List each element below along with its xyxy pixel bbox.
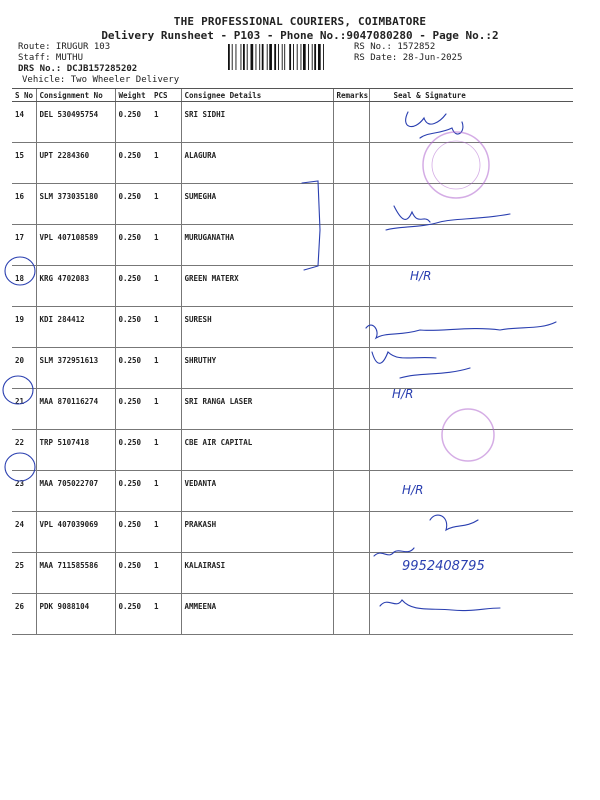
cell-remarks <box>333 348 369 389</box>
cell-consignee: PRAKASH <box>181 512 333 553</box>
cell-seal-signature <box>369 266 573 307</box>
cell-sno: 17 <box>12 225 36 266</box>
rs-date: RS Date: 28-Jun-2025 <box>354 53 463 63</box>
table-header-row <box>12 89 573 102</box>
cell-consignment: SLM 372951613 <box>36 348 115 389</box>
cell-sno: 25 <box>12 553 36 594</box>
cell-remarks <box>333 430 369 471</box>
cell-consignment: MAA 705022707 <box>36 471 115 512</box>
cell-remarks <box>333 553 369 594</box>
table-row <box>12 512 573 553</box>
vehicle-label: Vehicle: Two Wheeler Delivery <box>22 75 180 85</box>
table-row <box>12 307 573 348</box>
table-row <box>12 471 573 512</box>
cell-seal-signature <box>369 307 573 348</box>
cell-remarks <box>333 143 369 184</box>
cell-seal-signature <box>369 553 573 594</box>
table-row <box>12 143 573 184</box>
cell-consignee: MURUGANATHA <box>181 225 333 266</box>
cell-seal-signature <box>369 348 573 389</box>
company-title: THE PROFESSIONAL COURIERS, COIMBATORE <box>173 15 427 28</box>
cell-consignee: ALAGURA <box>181 143 333 184</box>
cell-sno: 24 <box>12 512 36 553</box>
cell-seal-signature <box>369 512 573 553</box>
col-header-seal-signature: Seal & Signature <box>369 89 573 102</box>
table-row <box>12 225 573 266</box>
cell-remarks <box>333 266 369 307</box>
cell-remarks <box>333 594 369 635</box>
cell-consignment: UPT 2284360 <box>36 143 115 184</box>
cell-weight: 0.250 <box>115 143 151 184</box>
cell-consignment: MAA 870116274 <box>36 389 115 430</box>
cell-seal-signature <box>369 225 573 266</box>
cell-seal-signature <box>369 184 573 225</box>
col-header-remarks: Remarks <box>333 89 369 102</box>
table-row <box>12 184 573 225</box>
cell-seal-signature <box>369 471 573 512</box>
cell-consignment: MAA 711585586 <box>36 553 115 594</box>
cell-sno: 16 <box>12 184 36 225</box>
cell-consignee: SRI SIDHI <box>181 102 333 143</box>
col-header-weight: Weight <box>115 89 151 102</box>
cell-consignee: SHRUTHY <box>181 348 333 389</box>
cell-weight: 0.250 <box>115 225 151 266</box>
cell-consignee: CBE AIR CAPITAL <box>181 430 333 471</box>
col-header-sno: S No <box>12 89 36 102</box>
runsheet-table <box>12 88 573 635</box>
cell-weight: 0.250 <box>115 594 151 635</box>
cell-pcs: 1 <box>151 143 181 184</box>
cell-pcs: 1 <box>151 348 181 389</box>
cell-consignment: KRG 4702083 <box>36 266 115 307</box>
cell-sno: 15 <box>12 143 36 184</box>
cell-weight: 0.250 <box>115 512 151 553</box>
cell-pcs: 1 <box>151 102 181 143</box>
cell-pcs: 1 <box>151 307 181 348</box>
cell-consignment: SLM 373035180 <box>36 184 115 225</box>
cell-pcs: 1 <box>151 430 181 471</box>
cell-weight: 0.250 <box>115 430 151 471</box>
cell-sno: 19 <box>12 307 36 348</box>
cell-seal-signature <box>369 389 573 430</box>
cell-remarks <box>333 471 369 512</box>
cell-weight: 0.250 <box>115 471 151 512</box>
cell-consignment: VPL 407039069 <box>36 512 115 553</box>
cell-weight: 0.250 <box>115 553 151 594</box>
cell-pcs: 1 <box>151 512 181 553</box>
cell-consignment: PDK 9088104 <box>36 594 115 635</box>
cell-seal-signature <box>369 102 573 143</box>
cell-consignee: SRI RANGA LASER <box>181 389 333 430</box>
cell-remarks <box>333 512 369 553</box>
cell-sno: 18 <box>12 266 36 307</box>
table-row <box>12 348 573 389</box>
cell-consignee: VEDANTA <box>181 471 333 512</box>
cell-weight: 0.250 <box>115 184 151 225</box>
cell-weight: 0.250 <box>115 348 151 389</box>
cell-consignment: DEL 530495754 <box>36 102 115 143</box>
cell-consignee: SUMEGHA <box>181 184 333 225</box>
cell-consignee: AMMEENA <box>181 594 333 635</box>
drs-label: DRS No.: DCJB157285202 <box>18 64 138 74</box>
barcode-image <box>228 44 349 70</box>
hlr-note-row18: H/R <box>410 269 432 283</box>
cell-weight: 0.250 <box>115 389 151 430</box>
cell-remarks <box>333 225 369 266</box>
runsheet-subtitle: Delivery Runsheet - P103 - Phone No.:9047080280 - Page No.:2 <box>101 29 499 42</box>
cell-sno: 21 <box>12 389 36 430</box>
table-row <box>12 266 573 307</box>
cell-pcs: 1 <box>151 389 181 430</box>
cell-sno: 20 <box>12 348 36 389</box>
table-row <box>12 430 573 471</box>
cell-remarks <box>333 307 369 348</box>
cell-consignment: KDI 284412 <box>36 307 115 348</box>
cell-seal-signature <box>369 143 573 184</box>
cell-remarks <box>333 184 369 225</box>
cell-consignment: TRP 5107418 <box>36 430 115 471</box>
cell-pcs: 1 <box>151 471 181 512</box>
cell-sno: 14 <box>12 102 36 143</box>
cell-weight: 0.250 <box>115 307 151 348</box>
cell-seal-signature <box>369 594 573 635</box>
cell-consignee: GREEN MATERX <box>181 266 333 307</box>
table-row <box>12 553 573 594</box>
cell-seal-signature <box>369 430 573 471</box>
col-header-pcs: PCS <box>151 89 181 102</box>
table-row <box>12 594 573 635</box>
cell-pcs: 1 <box>151 266 181 307</box>
cell-remarks <box>333 102 369 143</box>
table-row <box>12 102 573 143</box>
cell-weight: 0.250 <box>115 102 151 143</box>
cell-sno: 22 <box>12 430 36 471</box>
staff-label: Staff: MUTHU <box>18 53 84 63</box>
cell-sno: 26 <box>12 594 36 635</box>
phone-note-row25: 9952408795 <box>402 559 485 574</box>
cell-consignment: VPL 407108589 <box>36 225 115 266</box>
hlr-note-row21: H/R <box>392 387 414 401</box>
cell-pcs: 1 <box>151 553 181 594</box>
table-row <box>12 389 573 430</box>
rs-number: RS No.: 1572852 <box>354 42 436 52</box>
route-label: Route: IRUGUR 103 <box>18 42 111 52</box>
cell-consignee: KALAIRASI <box>181 553 333 594</box>
cell-remarks <box>333 389 369 430</box>
cell-pcs: 1 <box>151 594 181 635</box>
col-header-consignment: Consignment No <box>36 89 115 102</box>
col-header-consignee: Consignee Details <box>181 89 333 102</box>
cell-sno: 23 <box>12 471 36 512</box>
hlr-note-row24: H/R <box>402 483 424 497</box>
cell-consignee: SURESH <box>181 307 333 348</box>
cell-pcs: 1 <box>151 184 181 225</box>
cell-weight: 0.250 <box>115 266 151 307</box>
cell-pcs: 1 <box>151 225 181 266</box>
